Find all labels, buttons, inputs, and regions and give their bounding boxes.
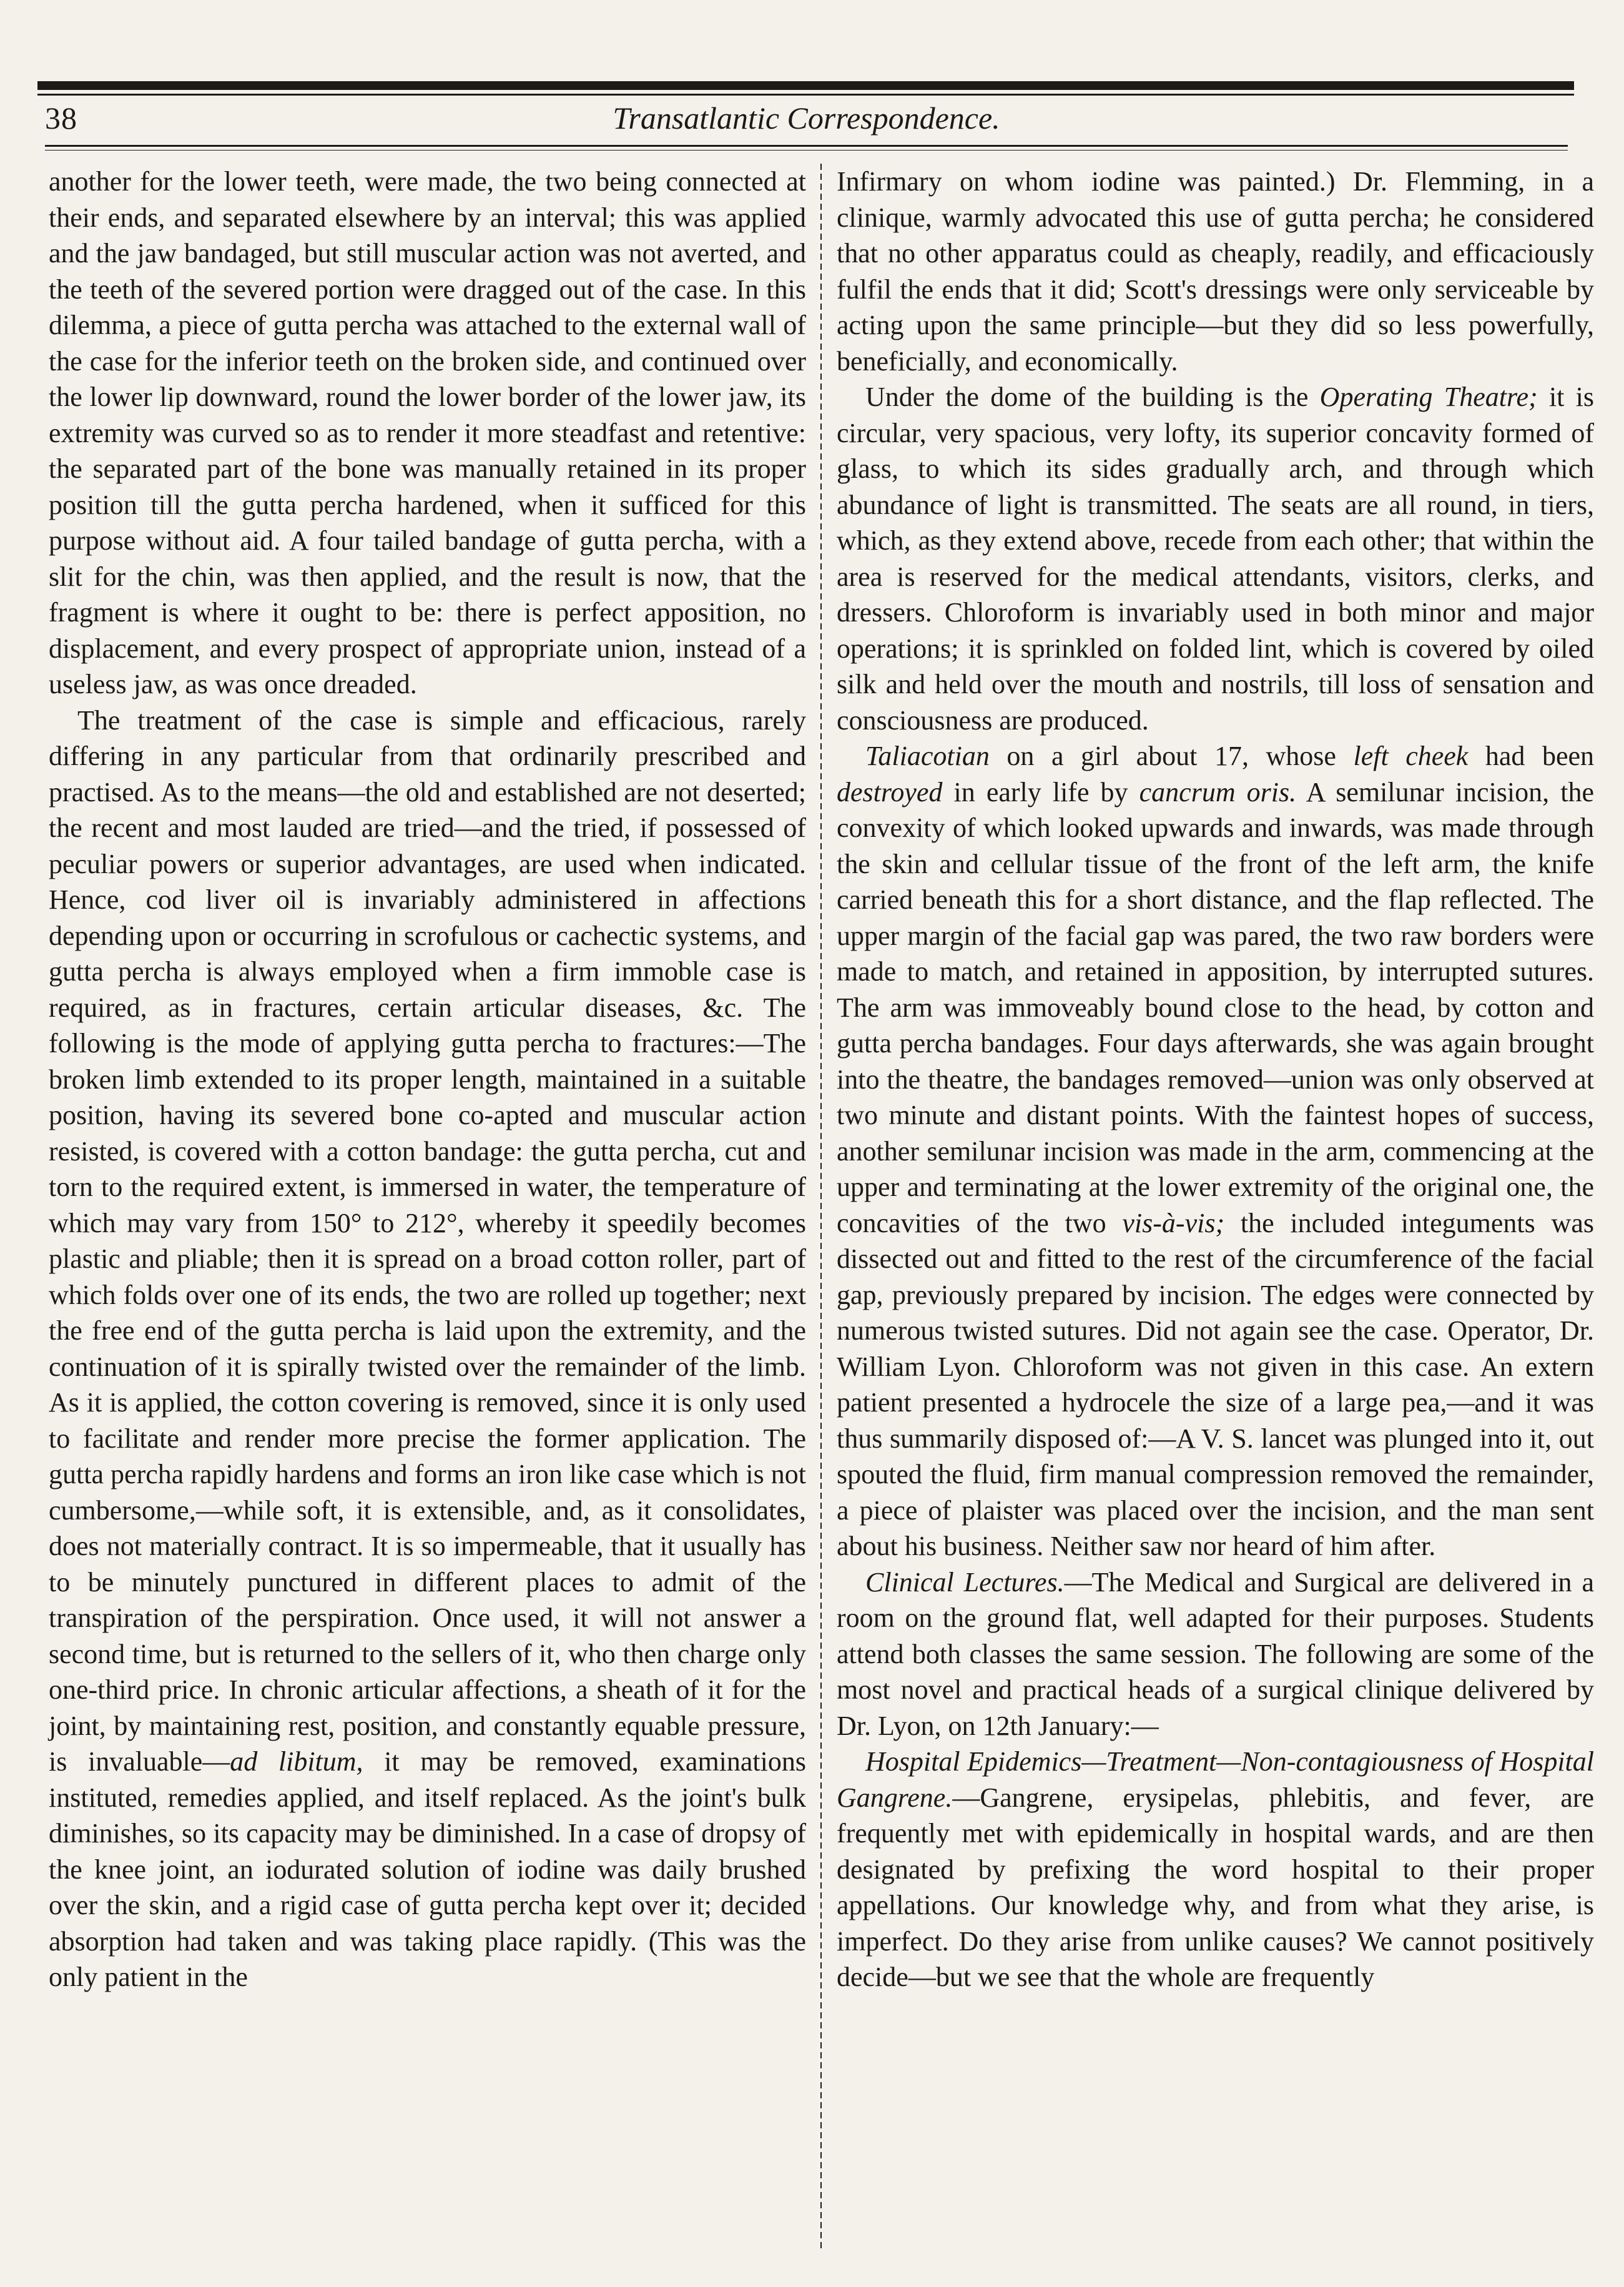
text-run: A semilunar incision, the convexity of which looked upwards and inwards, was made through the skin and cellular tissue of the front of the left arm, the knife carried beneath this for a short distance, and the flap reflected. The upper margin of the facial gap was pared, the two raw borders were made to match, and retained in apposition, by interrupted sutures. The arm was immoveably bound close to the head, by cotton and gutta percha bandages. Four days afterwards, she was again brought into the theatre, the bandages removed—union was only observed at two minute and distant points. With the faintest hopes of success, another semilunar incision was made in the arm, commencing at the upper and terminating at the lower extremity of the original one, the concavities of the two [837, 776, 1594, 1238]
header-rule-thin [45, 150, 1568, 151]
header-rule [45, 145, 1568, 147]
italic-run: left cheek [1353, 741, 1469, 771]
text-run: it is circular, very spacious, very lofty, its superior concavity formed of glass, to which its sides gradually arch, and through which abundance of light is transmitted. The seats are all round, in tiers, which, as they extend above, recede from each other; that within the area is reserved for the medical attendants, visitors, clerks, and dressers. Chloroform is invariably used in both minor and major operations; it is sprinkled on folded lint, which is covered by oiled silk and held over the mouth and nostrils, till loss of sensation and consciousness are produced. [837, 382, 1595, 736]
italic-run: cancrum oris. [1139, 776, 1297, 808]
paragraph [837, 738, 1594, 1564]
italic-run: Operating Theatre; [1319, 382, 1538, 412]
paragraph [837, 1744, 1594, 1995]
page-number: 38 [45, 101, 77, 136]
text-run: on a girl about 17, whose [989, 741, 1354, 771]
paragraph [837, 379, 1594, 738]
paragraph: Infirmary on whom iodine was painted.) Dr. Flemming, in a clinique, warmly advocated this use of gutta percha; he considered that no other apparatus could as cheaply, readily, and efficaciously fulfil the ends that it did; Scott's dressings were only serviceable by acting upon the same principle—but they did so less powerfully, beneficially, and economically. [837, 166, 1594, 377]
left-column [49, 164, 806, 1995]
text-run: the included integuments was dissected out and fitted to the rest of the circumference of the facial gap, previously prepared by incision. The edges were connected by numerous twisted sutures. Did not again see the case. Operator, Dr. William Lyon. Chloroform was not given in this case. An extern patient presented a hydrocele the size of a large pea,—and it was thus summarily disposed of:—A V. S. lancet was plunged into it, out spouted the fluid, firm manual compression removed the remainder, a piece of plaister was placed over the incision, and the man sent about his business. Neither saw nor heard of him after. [837, 1207, 1594, 1561]
running-title: Transatlantic Correspondence. [613, 101, 1000, 136]
page-header [45, 100, 1568, 144]
top-border-thin-rule [37, 94, 1574, 96]
text-run: had been [1468, 741, 1595, 771]
italic-run: destroyed [837, 776, 943, 808]
text-columns [49, 164, 1595, 2250]
italic-run: ad libitum, [230, 1746, 363, 1777]
text-run: —The Medical and Surgical are delivered in a room on the ground flat, well adapted for their purposes. Students attend both classes the same session. The following are some of the most novel and practical heads of a surgical clinique delivered by Dr. Lyon, on 12th January:— [837, 1566, 1594, 1741]
paragraph [49, 703, 806, 1995]
italic-run: Hospital Epidemics—Treatment—Non-contagiousness of Hospital Gangrene. [837, 1746, 1594, 1813]
column-divider [820, 164, 822, 2250]
text-run: in early life by [942, 776, 1139, 808]
paragraph: another for the lower teeth, were made, the two being connected at their ends, and separated elsewhere by an interval; this was applied and the jaw bandaged, but still muscular action was not averted, and the teeth of the severed portion were dragged out of the case. In this dilemma, a piece of gutta percha was attached to the external wall of the case for the inferior teeth on the broken side, and continued over the lower lip downward, round the lower border of the lower jaw, its extremity was curved so as to render it more steadfast and retentive: the separated part of the bone was manually retained in its proper position till the gutta percha hardened, when it sufficed for this purpose without aid. A four tailed bandage of gutta percha, with a slit for the chin, was then applied, and the result is now, that the fragment is where it ought to be: there is perfect apposition, no displacement, and every prospect of appropriate union, instead of a useless jaw, as was once dreaded. [49, 166, 806, 699]
italic-run: Taliacotian [865, 741, 990, 771]
top-border-rule [37, 81, 1574, 90]
italic-run: Clinical Lectures. [865, 1566, 1065, 1598]
text-run: it may be removed, examinations instituted, remedies applied, and itself replaced. As the joint's bulk diminishes, so its capacity may be diminished. In a case of dropsy of the knee joint, an iodurated solution of iodine was daily brushed over the skin, and a rigid case of gutta percha kept over it; decided absorption had taken and was taking place rapidly. (This was the only patient in the [49, 1746, 806, 1992]
text-run: The treatment of the case is simple and efficacious, rarely differing in any particular from that ordinarily prescribed and practised. As to the means—the old and established are not deserted; the recent and most lauded are tried—and the tried, if possessed of peculiar powers or superior advantages, are used when indicated. Hence, cod liver oil is invariably administered in affections depending upon or occurring in scrofulous or cachectic systems, and gutta percha is always employed when a firm immoble case is required, as in fractures, certain articular diseases, &c. The following is the mode of applying gutta percha to fractures:—The broken limb extended to its proper length, maintained in a suitable position, having its severed bone co-apted and muscular action resisted, is covered with a cotton bandage: the gutta percha, cut and torn to the required extent, is immersed in water, the temperature of which may vary from 150° to 212°, whereby it speedily becomes plastic and pliable; then it is spread on a broad cotton roller, part of which folds over one of its ends, the two are rolled up together; next the free end of the gutta percha is laid upon the extremity, and the continuation of it is spirally twisted over the remainder of the limb. As it is applied, the cotton covering is removed, since it is only used to facilitate and render more precise the former application. The gutta percha rapidly hardens and forms an iron like case which is not cumbersome,—while soft, it is extensible, and, as it consolidates, does not materially contract. It is so impermeable, that it usually has to be minutely punctured in different places to admit of the transpiration of the perspiration. Once used, it will not answer a second time, but is returned to the sellers of it, who then charge only one-third price. In chronic articular affections, a sheath of it for the joint, by maintaining rest, position, and constantly equable pressure, is invaluable— [49, 704, 806, 1777]
italic-run: vis-à-vis; [1122, 1207, 1225, 1238]
paragraph [837, 1564, 1594, 1744]
text-run: —Gangrene, erysipelas, phlebitis, and fever, are frequently met with epidemically in hospital wards, and are then designated by prefixing the word hospital to their proper appellations. Our knowledge why, and from what they arise, is imperfect. Do they arise from unlike causes? We cannot positively decide—but we see that the whole are frequently [837, 1782, 1594, 1992]
text-run: Under the dome of the building is the [865, 382, 1320, 412]
right-column [837, 164, 1594, 1995]
